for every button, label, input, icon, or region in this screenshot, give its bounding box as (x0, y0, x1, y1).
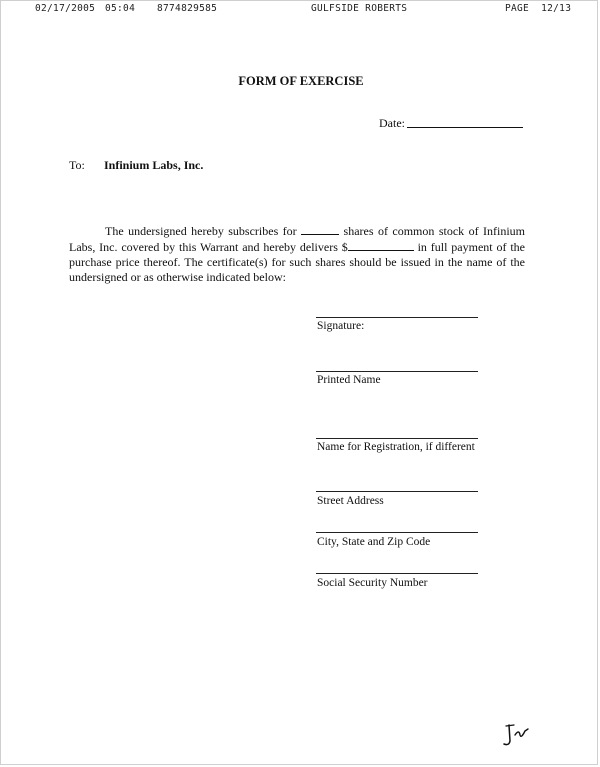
signature-label: Signature: (317, 320, 365, 332)
shares-blank (301, 223, 339, 235)
fax-time: 05:04 (105, 3, 136, 14)
city-state-zip-line (316, 532, 478, 533)
form-title: FORM OF EXERCISE (238, 74, 364, 88)
paragraph-part-1: The undersigned hereby subscribes for (105, 224, 297, 238)
ssn-line (316, 573, 478, 574)
city-state-zip-label: City, State and Zip Code (317, 536, 431, 548)
date-field-line (407, 127, 523, 128)
recipient-name: Infinium Labs, Inc. (104, 158, 204, 172)
street-address-label: Street Address (317, 495, 384, 507)
signature-line (316, 317, 478, 318)
paragraph-part-3: in full payment of the purchase price thereof. The certificate(s) for such shares should be issued in the name of the undersigned or as otherwise indicated below: (69, 240, 525, 284)
fax-date: 02/17/2005 (35, 3, 96, 14)
fax-header (1, 3, 600, 17)
street-address-line (316, 491, 478, 492)
amount-blank (348, 239, 414, 251)
fax-phone: 8774829585 (157, 3, 218, 14)
registration-name-line (316, 438, 478, 439)
fax-sender: GULFSIDE ROBERTS (311, 3, 408, 14)
registration-name-label: Name for Registration, if different (317, 441, 475, 453)
paragraph-part-2: shares of common stock of Infinium Labs, Inc. covered by this Warrant and hereby delivers $ (69, 224, 525, 254)
to-label: To: (69, 158, 85, 172)
printed-name-label: Printed Name (317, 374, 381, 386)
fax-page-number: PAGE 12/13 (505, 3, 572, 14)
handwritten-initials-icon (501, 721, 531, 749)
printed-name-line (316, 371, 478, 372)
ssn-label: Social Security Number (317, 577, 428, 589)
subscription-paragraph (69, 223, 525, 285)
date-label: Date: (379, 116, 405, 130)
